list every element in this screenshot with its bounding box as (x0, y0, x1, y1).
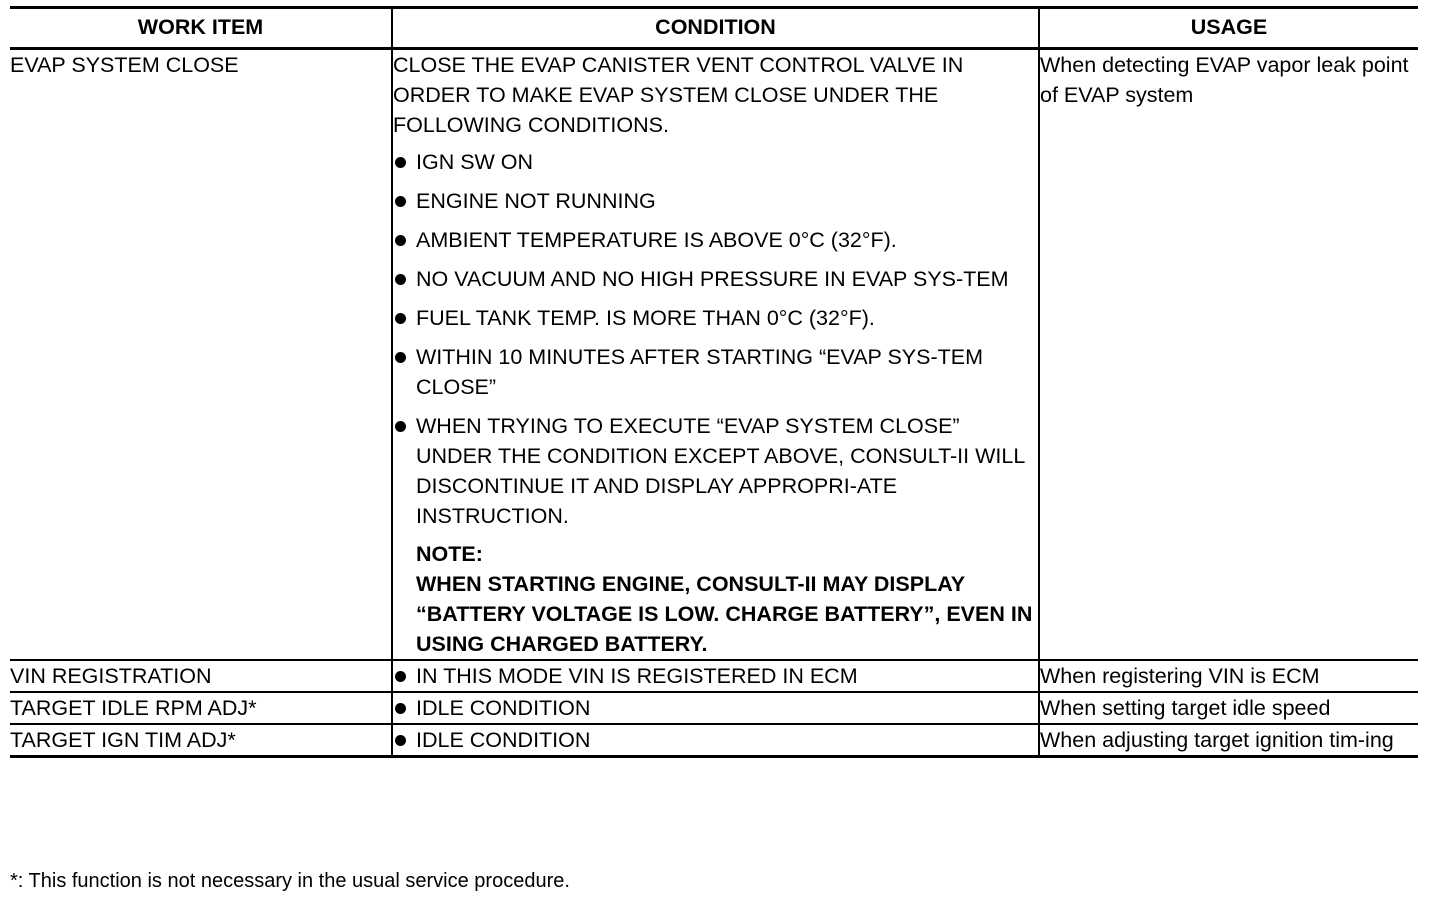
header-condition: CONDITION (392, 8, 1039, 49)
table-row-target-ign-tim-adj (10, 724, 1418, 757)
bullet-dot-icon (395, 313, 406, 324)
condition-bullet-text: FUEL TANK TEMP. IS MORE THAN 0°C (32°F). (416, 306, 875, 330)
usage-cell: When setting target idle speed (1039, 692, 1418, 724)
usage-cell: When registering VIN is ECM (1039, 660, 1418, 692)
usage-cell: When detecting EVAP vapor leak point of EVAP system (1039, 49, 1418, 661)
condition-cell (392, 660, 1039, 692)
footnote: *: This function is not necessary in the usual service procedure. (10, 870, 570, 892)
condition-bullet (393, 342, 1038, 402)
condition-bullet-text: NO VACUUM AND NO HIGH PRESSURE IN EVAP SYS-TEM (416, 267, 1009, 291)
condition-bullet-list (393, 661, 1038, 691)
bullet-dot-icon (395, 235, 406, 246)
work-support-table (10, 6, 1418, 758)
condition-bullet (393, 225, 1038, 255)
condition-lead-text: CLOSE THE EVAP CANISTER VENT CONTROL VALVE IN ORDER TO MAKE EVAP SYSTEM CLOSE UNDER THE FOLLOWING CONDITIONS. (393, 53, 964, 137)
condition-bullet (393, 264, 1038, 294)
condition-bullet-text: ENGINE NOT RUNNING (416, 189, 656, 213)
condition-bullet-list (393, 725, 1038, 755)
condition-bullet-text: AMBIENT TEMPERATURE IS ABOVE 0°C (32°F). (416, 228, 897, 252)
condition-cell (392, 692, 1039, 724)
condition-bullet-text: IDLE CONDITION (416, 696, 591, 720)
bullet-dot-icon (395, 352, 406, 363)
note-block (393, 539, 1038, 659)
condition-bullet-text: WHEN TRYING TO EXECUTE “EVAP SYSTEM CLOSE” UNDER THE CONDITION EXCEPT ABOVE, CONSULT-II WILL DISCONTINUE IT AND DISPLAY APPROPRI-ATE INSTRUCTION. (416, 414, 1025, 528)
condition-cell (392, 49, 1039, 661)
condition-bullet (393, 303, 1038, 333)
table-header (10, 8, 1418, 49)
bullet-dot-icon (395, 671, 406, 682)
condition-bullet (393, 411, 1038, 531)
bullet-dot-icon (395, 735, 406, 746)
condition-bullet (393, 147, 1038, 177)
table-body (10, 49, 1418, 757)
note-label: NOTE: (416, 542, 483, 566)
condition-cell (392, 724, 1039, 757)
header-usage: USAGE (1039, 8, 1418, 49)
condition-bullet (393, 186, 1038, 216)
condition-bullet (393, 725, 1038, 755)
table-row-evap-system-close (10, 49, 1418, 661)
header-work-item: WORK ITEM (10, 8, 392, 49)
usage-cell: When adjusting target ignition tim-ing (1039, 724, 1418, 757)
condition-bullet-text: WITHIN 10 MINUTES AFTER STARTING “EVAP SYS-TEM CLOSE” (416, 345, 984, 399)
bullet-dot-icon (395, 274, 406, 285)
condition-bullet (393, 661, 1038, 691)
condition-bullet-list (393, 693, 1038, 723)
note-text: WHEN STARTING ENGINE, CONSULT-II MAY DISPLAY “BATTERY VOLTAGE IS LOW. CHARGE BATTERY”, EVEN IN USING CHARGED BATTERY. (416, 572, 1033, 656)
condition-bullet-text: IDLE CONDITION (416, 728, 591, 752)
header-row (10, 8, 1418, 49)
bullet-dot-icon (395, 421, 406, 432)
work-item-cell: TARGET IDLE RPM ADJ* (10, 696, 257, 720)
table-row-target-idle-rpm-adj (10, 692, 1418, 724)
work-item-cell: VIN REGISTRATION (10, 664, 212, 688)
work-item-cell: EVAP SYSTEM CLOSE (10, 53, 239, 77)
bullet-dot-icon (395, 703, 406, 714)
bullet-dot-icon (395, 196, 406, 207)
condition-bullet-list (393, 147, 1038, 531)
work-item-cell: TARGET IGN TIM ADJ* (10, 728, 236, 752)
condition-bullet (393, 693, 1038, 723)
bullet-dot-icon (395, 157, 406, 168)
condition-bullet-text: IN THIS MODE VIN IS REGISTERED IN ECM (416, 664, 858, 688)
table-row-vin-registration (10, 660, 1418, 692)
condition-bullet-text: IGN SW ON (416, 150, 534, 174)
